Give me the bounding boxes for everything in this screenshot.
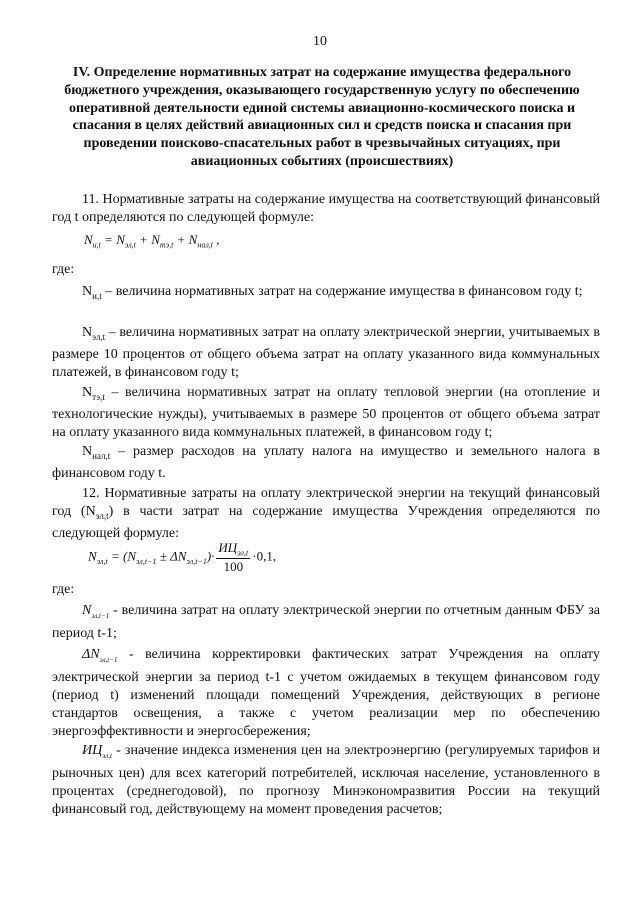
definition-n-el: $N_{эл,t}$ – величина нормативных затрат на оплату электрической энергии, учитываемых в размере 10 процентов от общего объема затрат на оплату указанного вида коммунальных платежей, в финансовом году t;	[52, 325, 600, 380]
where-label-1: где:	[52, 262, 75, 277]
definition-n-te: $N_{тэ,t}$ – величина нормативных затрат на оплату тепловой энергии (на отопление и технологические нужды), учитываемых в размере 50 процентов от общего объема затрат на оплату указанного вида коммунальных платежей, в финансовом году t;	[52, 385, 600, 440]
definition-n-nal: $N_{нал,t}$ – размер расходов на уплату налога на имущество и земельного налога в финансовом году t.	[52, 444, 600, 481]
paragraph-12: 12. Нормативные затраты на оплату электрической энергии на текущий финансовый год $(N_{эл,t})$ в части затрат на содержание имущества Учреждения определяются по следующей формуле:	[52, 486, 600, 541]
definition-n-i: $N_{и,t}$ – величина нормативных затрат на содержание имущества в финансовом году t;	[82, 284, 583, 301]
paragraph-11: 11. Нормативные затраты на содержание имущества на соответствующий финансовый год t определяются по следующей формуле:	[52, 192, 600, 225]
page-number: 10	[313, 34, 327, 49]
definition-n-el-prev: $N_{эл,t-1}$ - величина затрат на оплату электрической энергии по отчетным данным ФБУ за период t-1;	[52, 603, 600, 641]
formula-property-costs: $N_{и,t} = N_{эл,t} + N_{тэ,t} + N_{нал,t}$ ,	[84, 232, 220, 250]
definition-ic-el: $ИЦ_{эл,t}$ - значение индекса изменения цен на электроэнергию (регулируемых тарифов и рыночных цен) для всех категорий потребителей, исключая население, установленного в процентах (среднегодовой), по прогнозу Минэкономразвития России на текущий финансовый год, действующему на момент проведения расчетов;	[52, 743, 600, 817]
section-heading: IV. Определение нормативных затрат на содержание имущества федерального бюджетного учреждения, оказывающего государственную услугу по обеспечению оперативной деятельности единой системы авиационно-космического поиска и спасания в целях действий авиационных сил и средств поиска и спасания при проведении поисково-спасательных работ в чрезвычайных ситуациях, при авиационных событиях (происшествиях)	[64, 65, 580, 169]
formula-electricity-costs: $N_{эл,t} = (N_{эл,t-1} \pm \Delta N_{эл,t-1})\cdot$ $\frac{ИЦ_{эл,t}}{100}$ ·0,1,	[88, 540, 277, 574]
formula-fraction: $\frac{ИЦ_{эл,t}}{100}$	[218, 540, 249, 574]
definition-delta-n-el: $\Delta N_{эл,t-1}$ - величина корректировки фактических затрат Учреждения на оплату электрической энергии за период t-1 с учетом ожидаемых в текущем финансовом году (период t) изменений площади помещений Учреждения, действующих в регионе стандартов освещения, а также с учетом реализации мер по обеспечению энергоэффективности и энергосбережения;	[52, 647, 600, 739]
where-label-2: где:	[52, 582, 75, 597]
